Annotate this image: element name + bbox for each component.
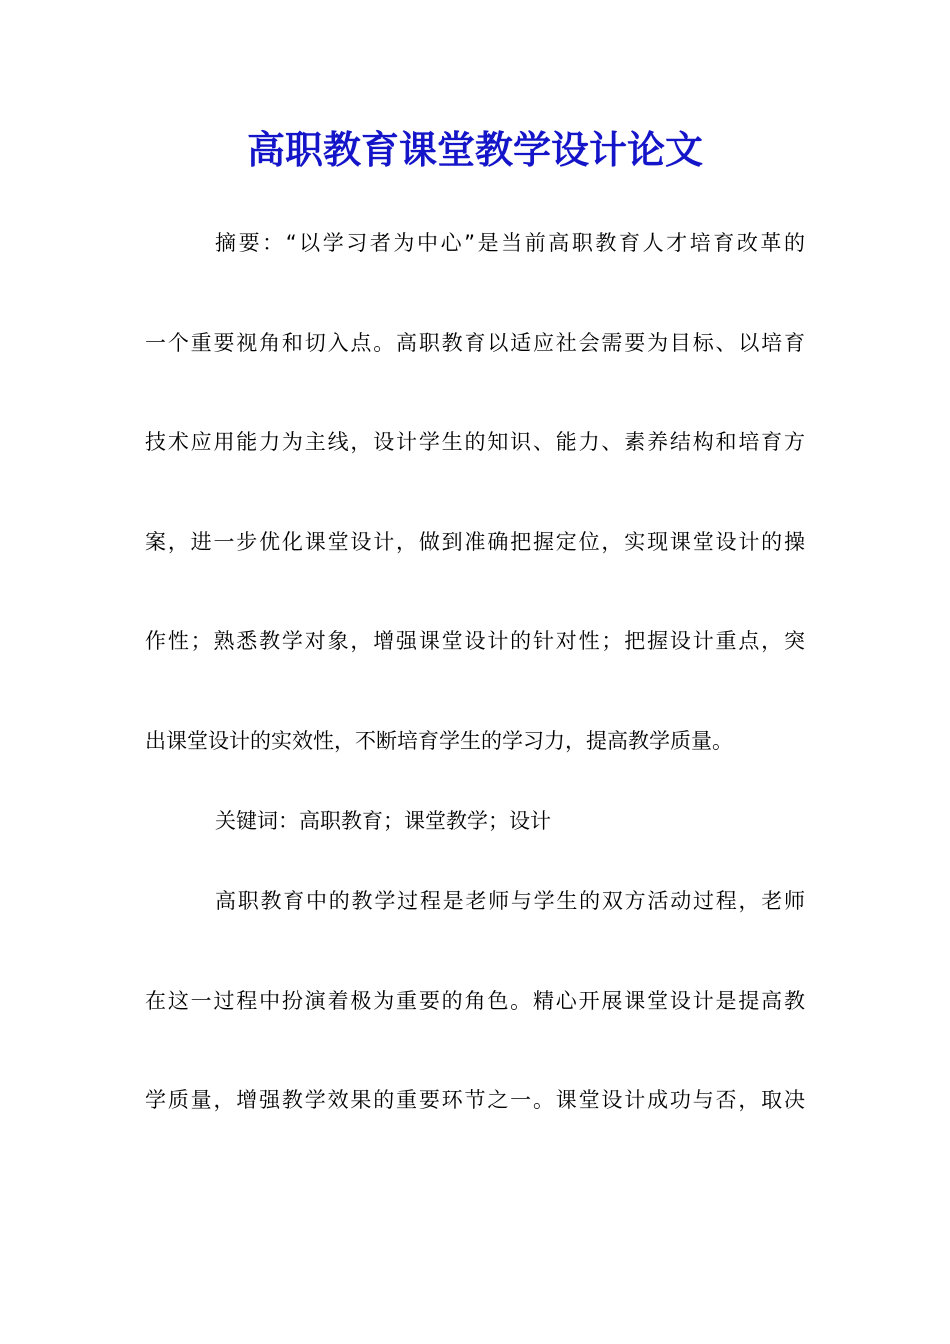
abstract-line: 摘要：“以学习者为中心”是当前高职教育人才培育改革的 (215, 231, 805, 255)
body-line: 高职教育中的教学过程是老师与学生的双方活动过程，老师 (215, 889, 805, 913)
body-line: 学质量，增强教学效果的重要环节之一。课堂设计成功与否，取决 (145, 1088, 805, 1112)
abstract-line: 一个重要视角和切入点。高职教育以适应社会需要为目标、以培育 (145, 331, 805, 355)
abstract-line: 案，进一步优化课堂设计，做到准确把握定位，实现课堂设计的操 (145, 530, 805, 554)
keywords-line: 关键词：高职教育；课堂教学；设计 (215, 809, 551, 833)
body-line: 在这一过程中扮演着极为重要的角色。精心开展课堂设计是提高教 (145, 989, 805, 1013)
abstract-line: 出课堂设计的实效性，不断培育学生的学习力，提高教学质量。 (145, 729, 733, 753)
abstract-line: 技术应用能力为主线，设计学生的知识、能力、素养结构和培育方 (145, 430, 805, 454)
document-title: 高职教育课堂教学设计论文 (246, 127, 703, 172)
abstract-line: 作性；熟悉教学对象，增强课堂设计的针对性；把握设计重点，突 (145, 629, 805, 653)
